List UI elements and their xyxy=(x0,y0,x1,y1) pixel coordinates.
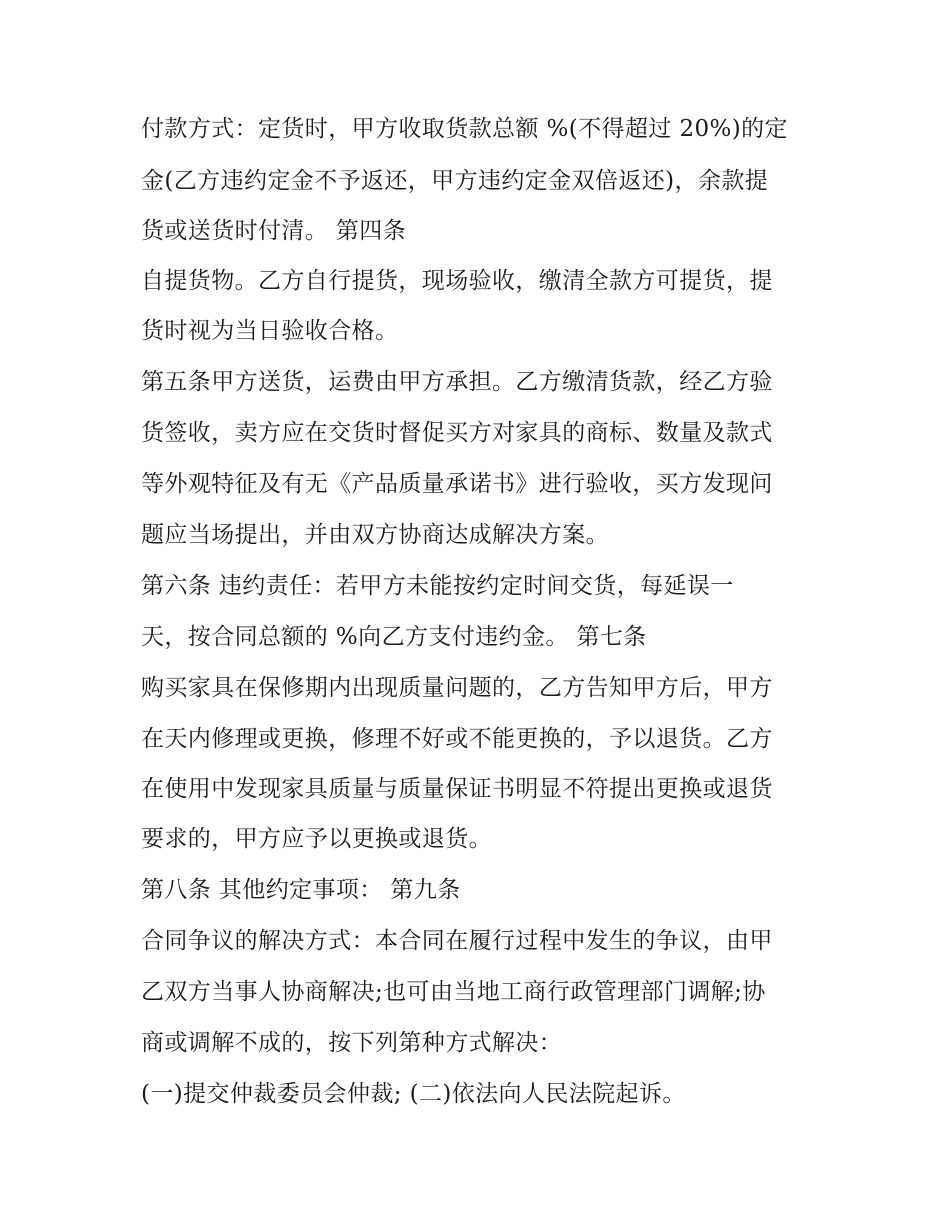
text-line: 合同争议的解决方式：本合同在履行过程中发生的争议，由甲 xyxy=(141,928,773,954)
text-line: 货签收，卖方应在交货时督促买方对家具的商标、数量及款式 xyxy=(141,420,773,446)
text-line: 第八条 其他约定事项： 第九条 xyxy=(141,877,461,903)
text-line: 第五条甲方送货，运费由甲方承担。乙方缴清货款，经乙方验 xyxy=(141,369,773,395)
text-line: 在使用中发现家具质量与质量保证书明显不符提出更换或退货 xyxy=(141,776,773,802)
text-line: 要求的，甲方应予以更换或退货。 xyxy=(141,826,492,852)
text-line: 在天内修理或更换，修理不好或不能更换的，予以退货。乙方 xyxy=(141,726,773,752)
text-line: 题应当场提出，并由双方协商达成解决方案。 xyxy=(141,522,609,548)
text-line: 货或送货时付清。 第四条 xyxy=(141,218,407,244)
text-line: 付款方式：定货时，甲方收取货款总额 %(不得超过 20%)的定 xyxy=(141,116,788,142)
text-line: 金(乙方违约定金不予返还，甲方违约定金双倍返还)，余款提 xyxy=(141,168,769,194)
text-line: 商或调解不成的，按下列第种方式解决： xyxy=(141,1030,563,1056)
text-line: 自提货物。乙方自行提货，现场验收，缴清全款方可提货，提 xyxy=(141,268,773,294)
text-line: (一)提交仲裁委员会仲裁; (二)依法向人民法院起诉。 xyxy=(141,1081,686,1107)
text-line: 第六条 违约责任：若甲方未能按约定时间交货，每延误一 xyxy=(141,573,734,599)
text-line: 乙双方当事人协商解决;也可由当地工商行政管理部门调解;协 xyxy=(141,979,766,1005)
text-line: 货时视为当日验收合格。 xyxy=(141,318,399,344)
text-line: 天，按合同总额的 %向乙方支付违约金。 第七条 xyxy=(141,624,647,650)
text-line: 等外观特征及有无《产品质量承诺书》进行验收，买方发现问 xyxy=(141,471,773,497)
text-line: 购买家具在保修期内出现质量问题的，乙方告知甲方后，甲方 xyxy=(141,675,773,701)
